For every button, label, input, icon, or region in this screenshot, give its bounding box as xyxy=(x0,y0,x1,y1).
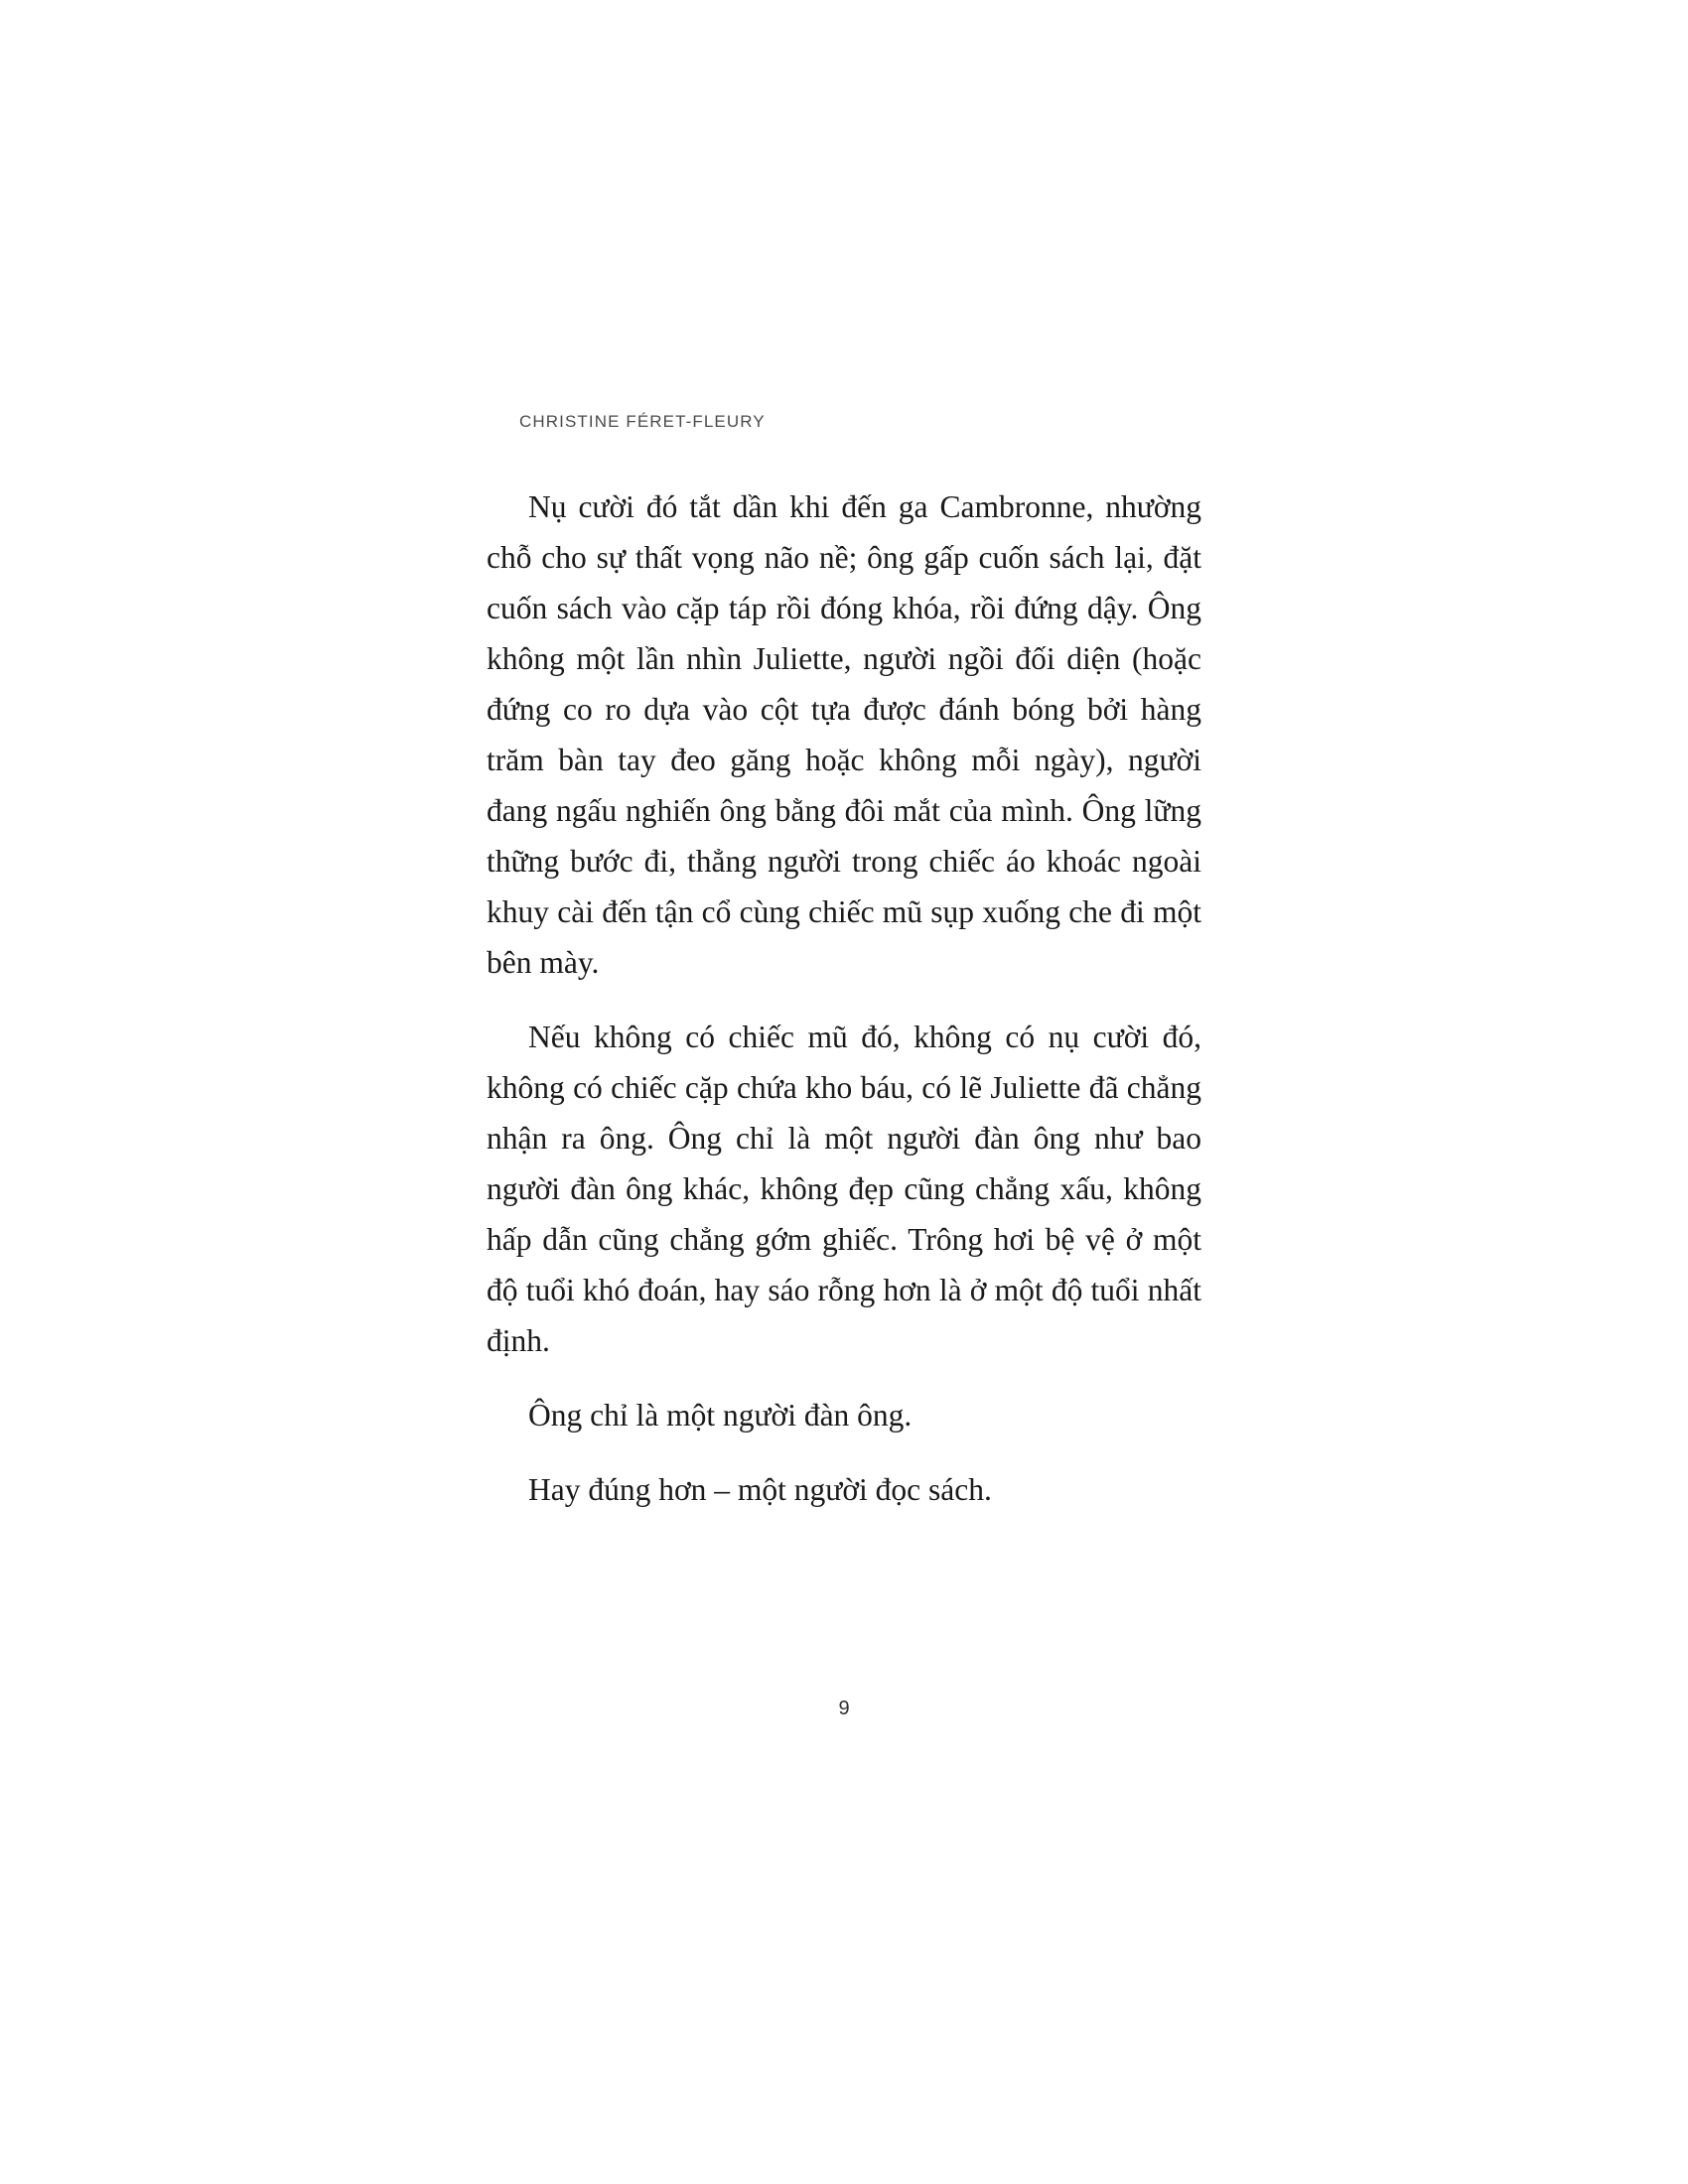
paragraph-1: Nụ cười đó tắt dần khi đến ga Cambronne, nhường chỗ cho sự thất vọng não nề; ông gấp cuốn sách lại, đặt cuốn sách vào cặp táp rồi đóng khóa, rồi đứng dậy. Ông không một lần nhìn Juliette, người ngồi đối diện (hoặc đứng co ro dựa vào cột tựa được đánh bóng bởi hàng trăm bàn tay đeo găng hoặc không mỗi ngày), người đang ngấu nghiến ông bằng đôi mắt của mình. Ông lững thững bước đi, thẳng người trong chiếc áo khoác ngoài khuy cài đến tận cổ cùng chiếc mũ sụp xuống che đi một bên mày. xyxy=(487,489,1201,981)
body-text xyxy=(487,481,1201,1515)
paragraph-2: Nếu không có chiếc mũ đó, không có nụ cười đó, không có chiếc cặp chứa kho báu, có lẽ Juliette đã chẳng nhận ra ông. Ông chỉ là một người đàn ông như bao người đàn ông khác, không đẹp cũng chẳng xấu, không hấp dẫn cũng chẳng gớm ghiếc. Trông hơi bệ vệ ở một độ tuổi khó đoán, hay sáo rỗng hơn là ở một độ tuổi nhất định. xyxy=(487,1020,1201,1359)
paragraph-3: Ông chỉ là một người đàn ông. xyxy=(528,1398,913,1433)
page-text-block xyxy=(487,412,1201,1515)
page-number: 9 xyxy=(838,1698,850,1719)
paragraph-4: Hay đúng hơn – một người đọc sách. xyxy=(528,1472,992,1508)
running-head-author: CHRISTINE FÉRET-FLEURY xyxy=(519,412,766,431)
